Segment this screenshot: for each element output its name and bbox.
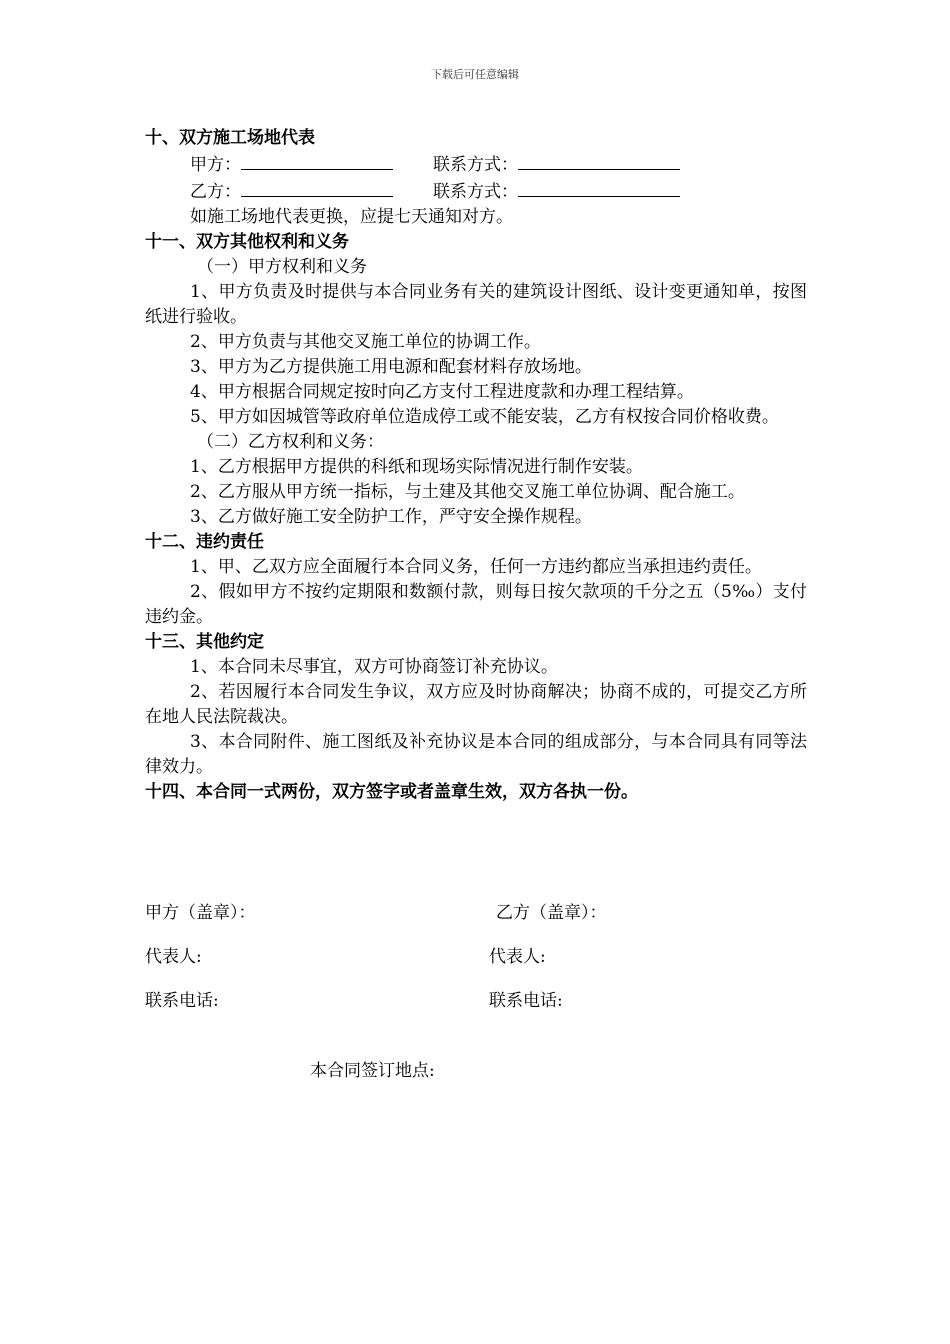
clause-paragraph: 3、本合同附件、施工图纸及补充协议是本合同的组成部分，与本合同具有同等法律效力。 bbox=[145, 732, 807, 777]
party-b-contact-blank[interactable] bbox=[518, 178, 680, 197]
party-a-rep-row bbox=[145, 151, 807, 178]
clause-paragraph: 4、甲方根据合同规定按时向乙方支付工程进度款和办理工程结算。 bbox=[190, 382, 694, 402]
party-b-rights-title: （二）乙方权利和义务： bbox=[197, 432, 384, 452]
party-a-phone-label: 联系电话: bbox=[145, 991, 219, 1011]
party-a-rights-title: （一）甲方权利和义务 bbox=[197, 257, 367, 277]
party-b-representative-label: 代表人: bbox=[489, 947, 546, 967]
section-13-title: 十三、其他约定 bbox=[145, 632, 264, 652]
contact-label: 联系方式： bbox=[433, 155, 518, 175]
section-12-title: 十二、违约责任 bbox=[145, 532, 264, 552]
clause-paragraph: 1、本合同未尽事宜，双方可协商签订补充协议。 bbox=[190, 657, 558, 677]
clause-paragraph: 2、乙方服从甲方统一指标，与土建及其他交叉施工单位协调、配合施工。 bbox=[190, 482, 745, 502]
clause-paragraph: 5、甲方如因城管等政府单位造成停工或不能安装，乙方有权按合同价格收费。 bbox=[190, 407, 779, 427]
section-14-title: 十四、本合同一式两份，双方签字或者盖章生效，双方各执一份。 bbox=[145, 782, 638, 802]
party-a-rep-blank[interactable] bbox=[241, 151, 393, 170]
party-a-seal-label: 甲方（盖章）： bbox=[145, 903, 256, 923]
page-header: 下载后可任意编辑 bbox=[431, 68, 519, 81]
section-10-title: 十、双方施工场地代表 bbox=[145, 128, 315, 148]
party-b-rep-blank[interactable] bbox=[241, 178, 393, 197]
clause-paragraph: 3、乙方做好施工安全防护工作，严守安全操作规程。 bbox=[190, 507, 592, 527]
contract-body bbox=[145, 126, 807, 805]
party-a-label: 甲方： bbox=[190, 155, 241, 175]
clause-paragraph: 2、甲方负责与其他交叉施工单位的协调工作。 bbox=[190, 332, 541, 352]
clause-paragraph: 2、若因履行本合同发生争议，双方应及时协商解决；协商不成的，可提交乙方所在地人民法院裁决。 bbox=[145, 682, 807, 727]
party-b-phone-label: 联系电话: bbox=[489, 991, 563, 1011]
clause-paragraph: 1、乙方根据甲方提供的科纸和现场实际情况进行制作安装。 bbox=[190, 457, 643, 477]
contact-label: 联系方式： bbox=[433, 182, 518, 202]
clause-paragraph: 1、甲、乙双方应全面履行本合同义务，任何一方违约都应当承担违约责任。 bbox=[190, 557, 762, 577]
clause-paragraph: 1、甲方负责及时提供与本合同业务有关的建筑设计图纸、设计变更通知单，按图纸进行验收。 bbox=[145, 282, 807, 327]
party-b-seal-label: 乙方（盖章）： bbox=[496, 903, 607, 923]
party-a-contact-blank[interactable] bbox=[518, 151, 680, 170]
clause-paragraph: 2、假如甲方不按约定期限和数额付款，则每日按欠款项的千分之五（5‰）支付违约金。 bbox=[145, 582, 807, 627]
party-a-representative-label: 代表人: bbox=[145, 947, 202, 967]
signing-place-label: 本合同签订地点: bbox=[310, 1061, 435, 1081]
rep-change-note: 如施工场地代表更换，应提七天通知对方。 bbox=[190, 207, 513, 227]
party-b-label: 乙方： bbox=[190, 182, 241, 202]
party-b-rep-row bbox=[145, 178, 807, 205]
section-11-title: 十一、双方其他权利和义务 bbox=[145, 232, 349, 252]
clause-paragraph: 3、甲方为乙方提供施工用电源和配套材料存放场地。 bbox=[190, 357, 592, 377]
